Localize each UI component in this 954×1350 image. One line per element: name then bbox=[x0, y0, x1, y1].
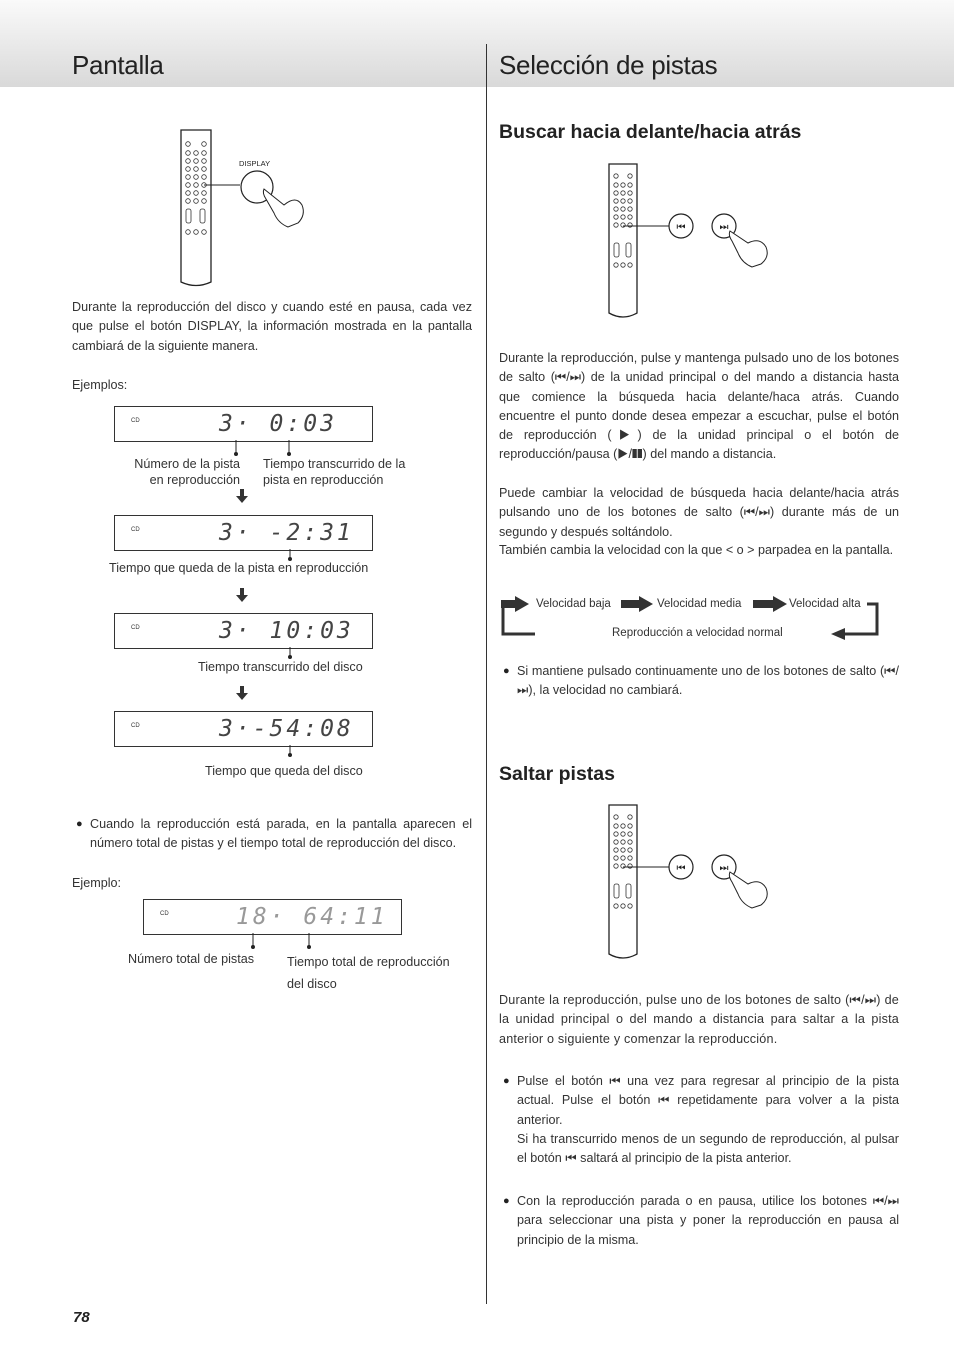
svg-text:⏮: ⏮ bbox=[676, 222, 686, 233]
arrow-down-icon bbox=[236, 595, 248, 602]
column-divider bbox=[486, 44, 487, 1304]
search-para-3: También cambia la velocidad con la que < o > parpadea en la pantalla. bbox=[499, 543, 894, 557]
speed-low-label: Velocidad baja bbox=[536, 598, 611, 610]
lcd-display-2 bbox=[114, 515, 373, 551]
speed-high-label: Velocidad alta bbox=[789, 598, 861, 610]
page-number: 78 bbox=[73, 1309, 90, 1326]
lcd-digits: 3· 0:03 bbox=[219, 411, 337, 437]
bullet-dot: ● bbox=[76, 818, 83, 830]
display-2-label: Tiempo que queda de la pista en reproducción bbox=[109, 561, 369, 575]
bullet-dot: ● bbox=[503, 1075, 510, 1087]
search-para-2: Puede cambiar la velocidad de búsqueda hacia delante/hacia atrás pulsando uno de los botones de salto (⏮/⏭) durante más de un segundo y después soltándolo. bbox=[499, 486, 899, 539]
speed-normal-label: Reproducción a velocidad normal bbox=[612, 627, 783, 639]
speed-mid-label: Velocidad media bbox=[657, 598, 742, 610]
svg-text:⏮: ⏮ bbox=[676, 863, 686, 874]
lcd-digits: 3· -2:31 bbox=[219, 520, 354, 546]
cd-indicator: CD bbox=[131, 625, 140, 631]
skip-bullet-1a: Pulse el botón ⏮ una vez para regresar al principio de la pista actual. Pulse el botón ⏮ repetidamente para volver a la pista anterior. bbox=[517, 1074, 899, 1127]
display-3-label: Tiempo transcurrido del disco bbox=[198, 660, 363, 674]
svg-text:⏭: ⏭ bbox=[719, 863, 729, 874]
lcd-digits: 18· 64:11 bbox=[236, 904, 388, 930]
bullet-dot: ● bbox=[503, 1195, 510, 1207]
skip-para: Durante la reproducción, pulse uno de los botones de salto (⏮/⏭) de la unidad principal o del mando a distancia para saltar a la pista anterior o siguiente y comenzar la reproducción. bbox=[499, 993, 899, 1046]
stopped-label-tracks: Número total de pistas bbox=[128, 952, 254, 966]
lcd-pointer-lines-stopped bbox=[143, 933, 400, 953]
search-para-1: Durante la reproducción, pulse y mantenga pulsado uno de los botones de salto (⏮/⏭) de la unidad principal o del mando a distancia hasta que comience la búsqueda hacia delante/haca atrás. Cuando encuentre el punto donde desea empezar a escuchar, pulse el botón de reproducción (▶) de la unidad principal o el botón de reproducción/pausa (▶/❚❚) del mando a distancia. bbox=[499, 351, 899, 462]
cd-indicator: CD bbox=[131, 527, 140, 533]
display-1-label-elapsed: Tiempo transcurrido de la pista en reproducción bbox=[263, 457, 406, 487]
display-button-label: DISPLAY bbox=[239, 159, 271, 168]
cd-indicator: CD bbox=[131, 723, 140, 729]
display-1-label-track: Número de la pista en reproducción bbox=[134, 457, 240, 487]
lcd-display-4 bbox=[114, 711, 373, 747]
remote-display-illustration bbox=[178, 127, 313, 289]
section-title-pantalla: Pantalla bbox=[72, 50, 164, 80]
cd-indicator: CD bbox=[131, 418, 140, 424]
examples-label: Ejemplos: bbox=[72, 378, 128, 392]
heading-skip: Saltar pistas bbox=[499, 763, 615, 785]
stopped-label-total-time: Tiempo total de reproducción del disco bbox=[287, 955, 450, 991]
lcd-display-1 bbox=[114, 406, 373, 442]
display-intro: Durante la reproducción del disco y cuando esté en pausa, cada vez que pulse el botón DISPLAY, la información mostrada en la pantalla cambiará de la siguiente manera. bbox=[72, 300, 472, 353]
lcd-pointer-line-4 bbox=[114, 745, 371, 759]
heading-search: Buscar hacia delante/hacia atrás bbox=[499, 121, 802, 143]
remote-skip-illustration-2 bbox=[606, 802, 776, 964]
svg-text:⏭: ⏭ bbox=[719, 222, 729, 233]
lcd-display-3 bbox=[114, 613, 373, 649]
lcd-display-stopped bbox=[143, 899, 402, 935]
cd-indicator: CD bbox=[160, 911, 169, 917]
bullet-dot: ● bbox=[503, 665, 510, 677]
remote-skip-illustration-1 bbox=[606, 161, 776, 323]
display-4-label: Tiempo que queda del disco bbox=[205, 764, 363, 778]
lcd-digits: 3· 10:03 bbox=[219, 618, 354, 644]
lcd-digits: 3·-54:08 bbox=[219, 716, 354, 742]
example-label: Ejemplo: bbox=[72, 876, 121, 890]
skip-bullet-1b: Si ha transcurrido menos de un segundo de reproducción, al pulsar el botón ⏮ saltará al principio de la pista anterior. bbox=[517, 1132, 899, 1166]
search-bullet: Si mantiene pulsado continuamente uno de los botones de salto (⏮/⏭), la velocidad no cambiará. bbox=[517, 664, 899, 698]
arrow-down-icon bbox=[236, 496, 248, 503]
stopped-note: Cuando la reproducción está parada, en la pantalla aparecen el número total de pistas y el tiempo total de reproducción del disco. bbox=[90, 817, 472, 851]
skip-bullet-2: Con la reproducción parada o en pausa, utilice los botones ⏮/⏭ para seleccionar una pista y poner la reproducción en pausa al principio de la misma. bbox=[517, 1194, 899, 1247]
section-title-seleccion: Selección de pistas bbox=[499, 50, 718, 80]
arrow-down-icon bbox=[236, 693, 248, 700]
